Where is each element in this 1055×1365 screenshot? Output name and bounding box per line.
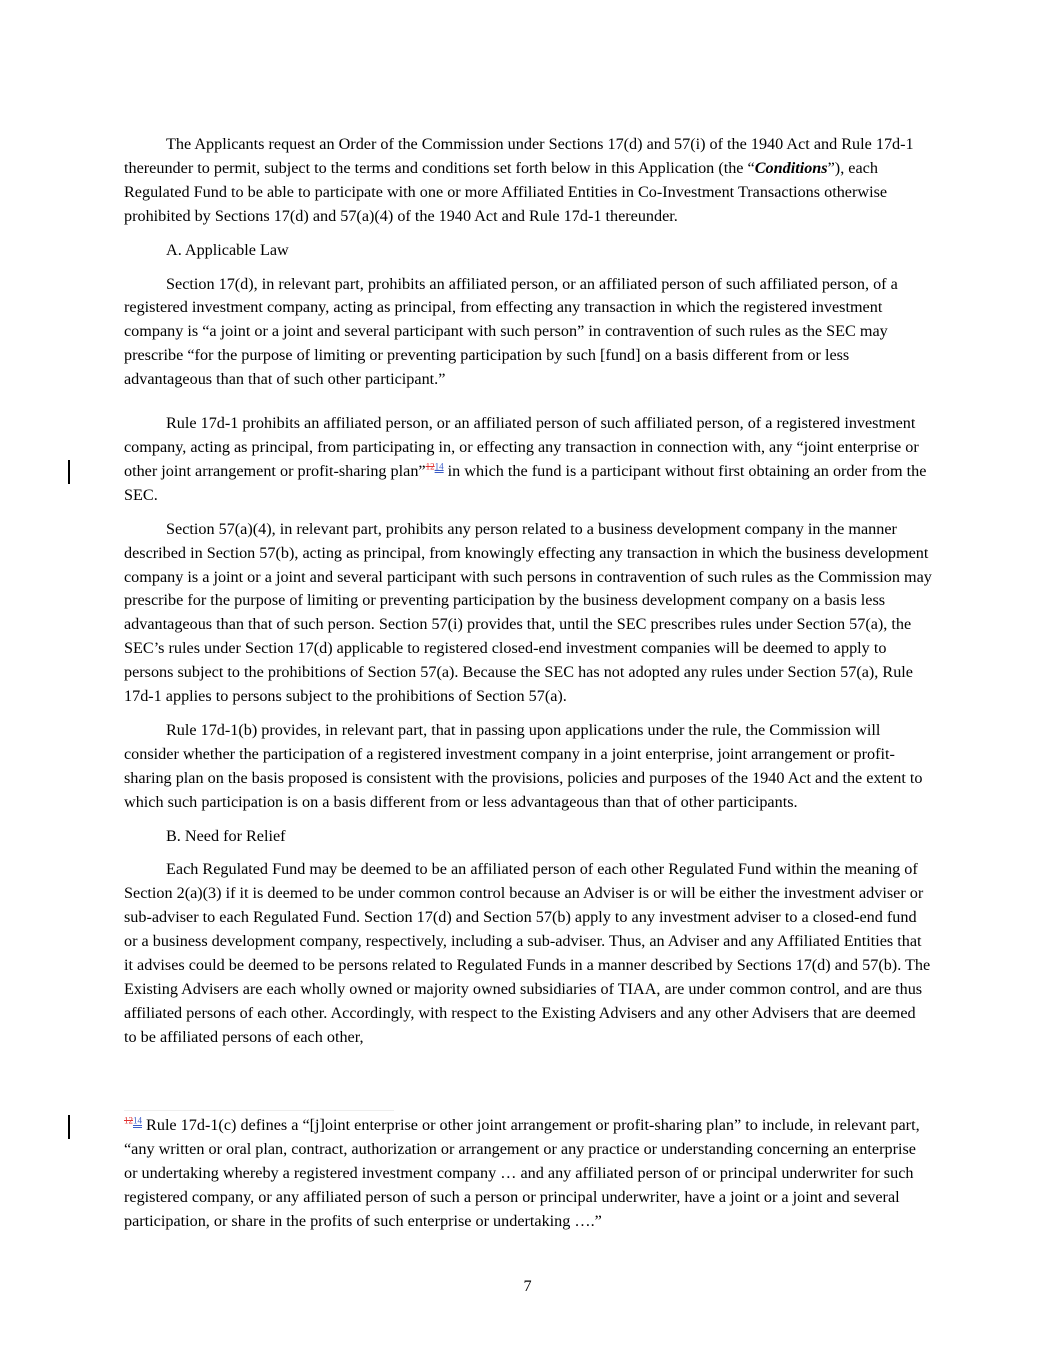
footnote-text: Rule 17d-1(c) defines a “[j]oint enterprise or other joint arrangement or profit-sharing plan” to include, in relevant part, “any written or oral plan, contract, authorization or arrangement or any practice or understanding concerning an enterprise or undertaking whereby a registered investment company … and any affiliated person of or principal underwriter for such registered company, or any affiliated person of such a person or principal underwriter, have a joint or a joint and several participation, or share in the profits of such enterprise or undertaking ….”: [124, 1116, 920, 1230]
footnote: [124, 1114, 932, 1234]
paragraph-section-17d: Section 17(d), in relevant part, prohibits an affiliated person, or an affiliated person of such affiliated person, of a registered investment company, acting as principal, from effecting any transaction in which the registered investment company is “a joint or a joint and several participant with such person” in contravention of such rules as the SEC may prescribe “for the purpose of limiting or preventing participation by such [fund] on a basis different from or less advantageous than that of such other participant.”: [124, 274, 898, 389]
footnote-separator: [124, 1110, 394, 1111]
body-text: [124, 133, 932, 1060]
paragraph-rule-17d-1: [124, 412, 932, 508]
paragraph-rule-17d-1-text-start: Rule 17d-1 prohibits an affiliated person, or an affiliated person of such affiliated person, of a registered investment company, acting as principal, from participating in, or effecting any transaction in connection with, any “joint enterprise or other joint arrangement or profit-sharing plan”: [124, 414, 919, 480]
paragraph-request: [124, 133, 932, 229]
paragraph-request-text-end: ”), each Regulated Fund to be able to participate with one or more Affiliated Entities in Co-Investment Transactions otherwise prohibited by Sections 17(d) and 57(a)(4) of the 1940 Act and Rule 17d-1 thereunder.: [124, 158, 888, 225]
heading-applicable-law: A. Applicable Law: [166, 240, 289, 259]
conditions-term: Conditions: [754, 158, 828, 177]
paragraph-request-text-start: The Applicants request an Order of the Commission under Sections 17(d) and 57(i) of the 1940 Act and Rule 17d-1 thereunder to permit, subject to the terms and conditions set forth below in this Application (the “: [124, 135, 914, 177]
paragraph-rule-17d-1-text-end: in which the fund is a participant without first obtaining an order from the SEC.: [124, 461, 927, 504]
footnote-ref-inserted[interactable]: 14: [434, 461, 444, 472]
revision-change-bar-footnote: [68, 1115, 70, 1139]
paragraph-rule-17d-1b: Rule 17d-1(b) provides, in relevant part, that in passing upon applications under the rule, the Commission will consider whether the participation of a registered investment company in a joint enterprise, joint arrangement or profit-sharing plan on the basis proposed is consistent with the provisions, policies and purposes of the 1940 Act and the extent to which such participation is on a basis different from or less advantageous than that of other participants.: [124, 720, 923, 811]
heading-need-for-relief: B. Need for Relief: [166, 826, 286, 845]
footnote-ref-deleted[interactable]: 12: [425, 461, 435, 472]
paragraph-section-57a4: Section 57(a)(4), in relevant part, prohibits any person related to a business development company in the manner described in Section 57(b), acting as principal, from knowingly effecting any transaction in which the business development company is a joint or a joint and several participant with such persons in contravention of such rules as the Commission may prescribe for the purpose of limiting or preventing participation by the business development company on a basis less advantageous than that of such person. Section 57(i) provides that, until the SEC prescribes rules under Section 57(a), the SEC’s rules under Section 17(d) applicable to registered closed-end investment companies will be deemed to apply to persons subject to the prohibitions of Section 57(a). Because the SEC has not adopted any rules under Section 57(a), Rule 17d-1 applies to persons subject to the prohibitions of Section 57(a).: [124, 519, 932, 706]
footnote-number-deleted: 12: [124, 1115, 133, 1126]
page-number: 7: [523, 1277, 532, 1295]
revision-change-bar: [68, 460, 70, 484]
footnote-number-inserted: 14: [133, 1115, 142, 1126]
paragraph-need-for-relief: Each Regulated Fund may be deemed to be an affiliated person of each other Regulated Fund within the meaning of Section 2(a)(3) if it is deemed to be under common control because an Adviser is or will be either the investment adviser or sub-adviser to each Regulated Fund. Section 17(d) and Section 57(b) apply to any investment adviser to a closed-end fund or a business development company, respectively, including a sub-adviser. Thus, an Adviser and any Affiliated Entities that it advises could be deemed to be persons related to Regulated Funds in a manner described by Sections 17(d) and 57(b). The Existing Advisers are each wholly owned or majority owned subsidiaries of TIAA, are under common control, and are thus affiliated persons of each other. Accordingly, with respect to the Existing Advisers and any other Advisers that are deemed to be affiliated persons of each other,: [124, 860, 931, 1046]
